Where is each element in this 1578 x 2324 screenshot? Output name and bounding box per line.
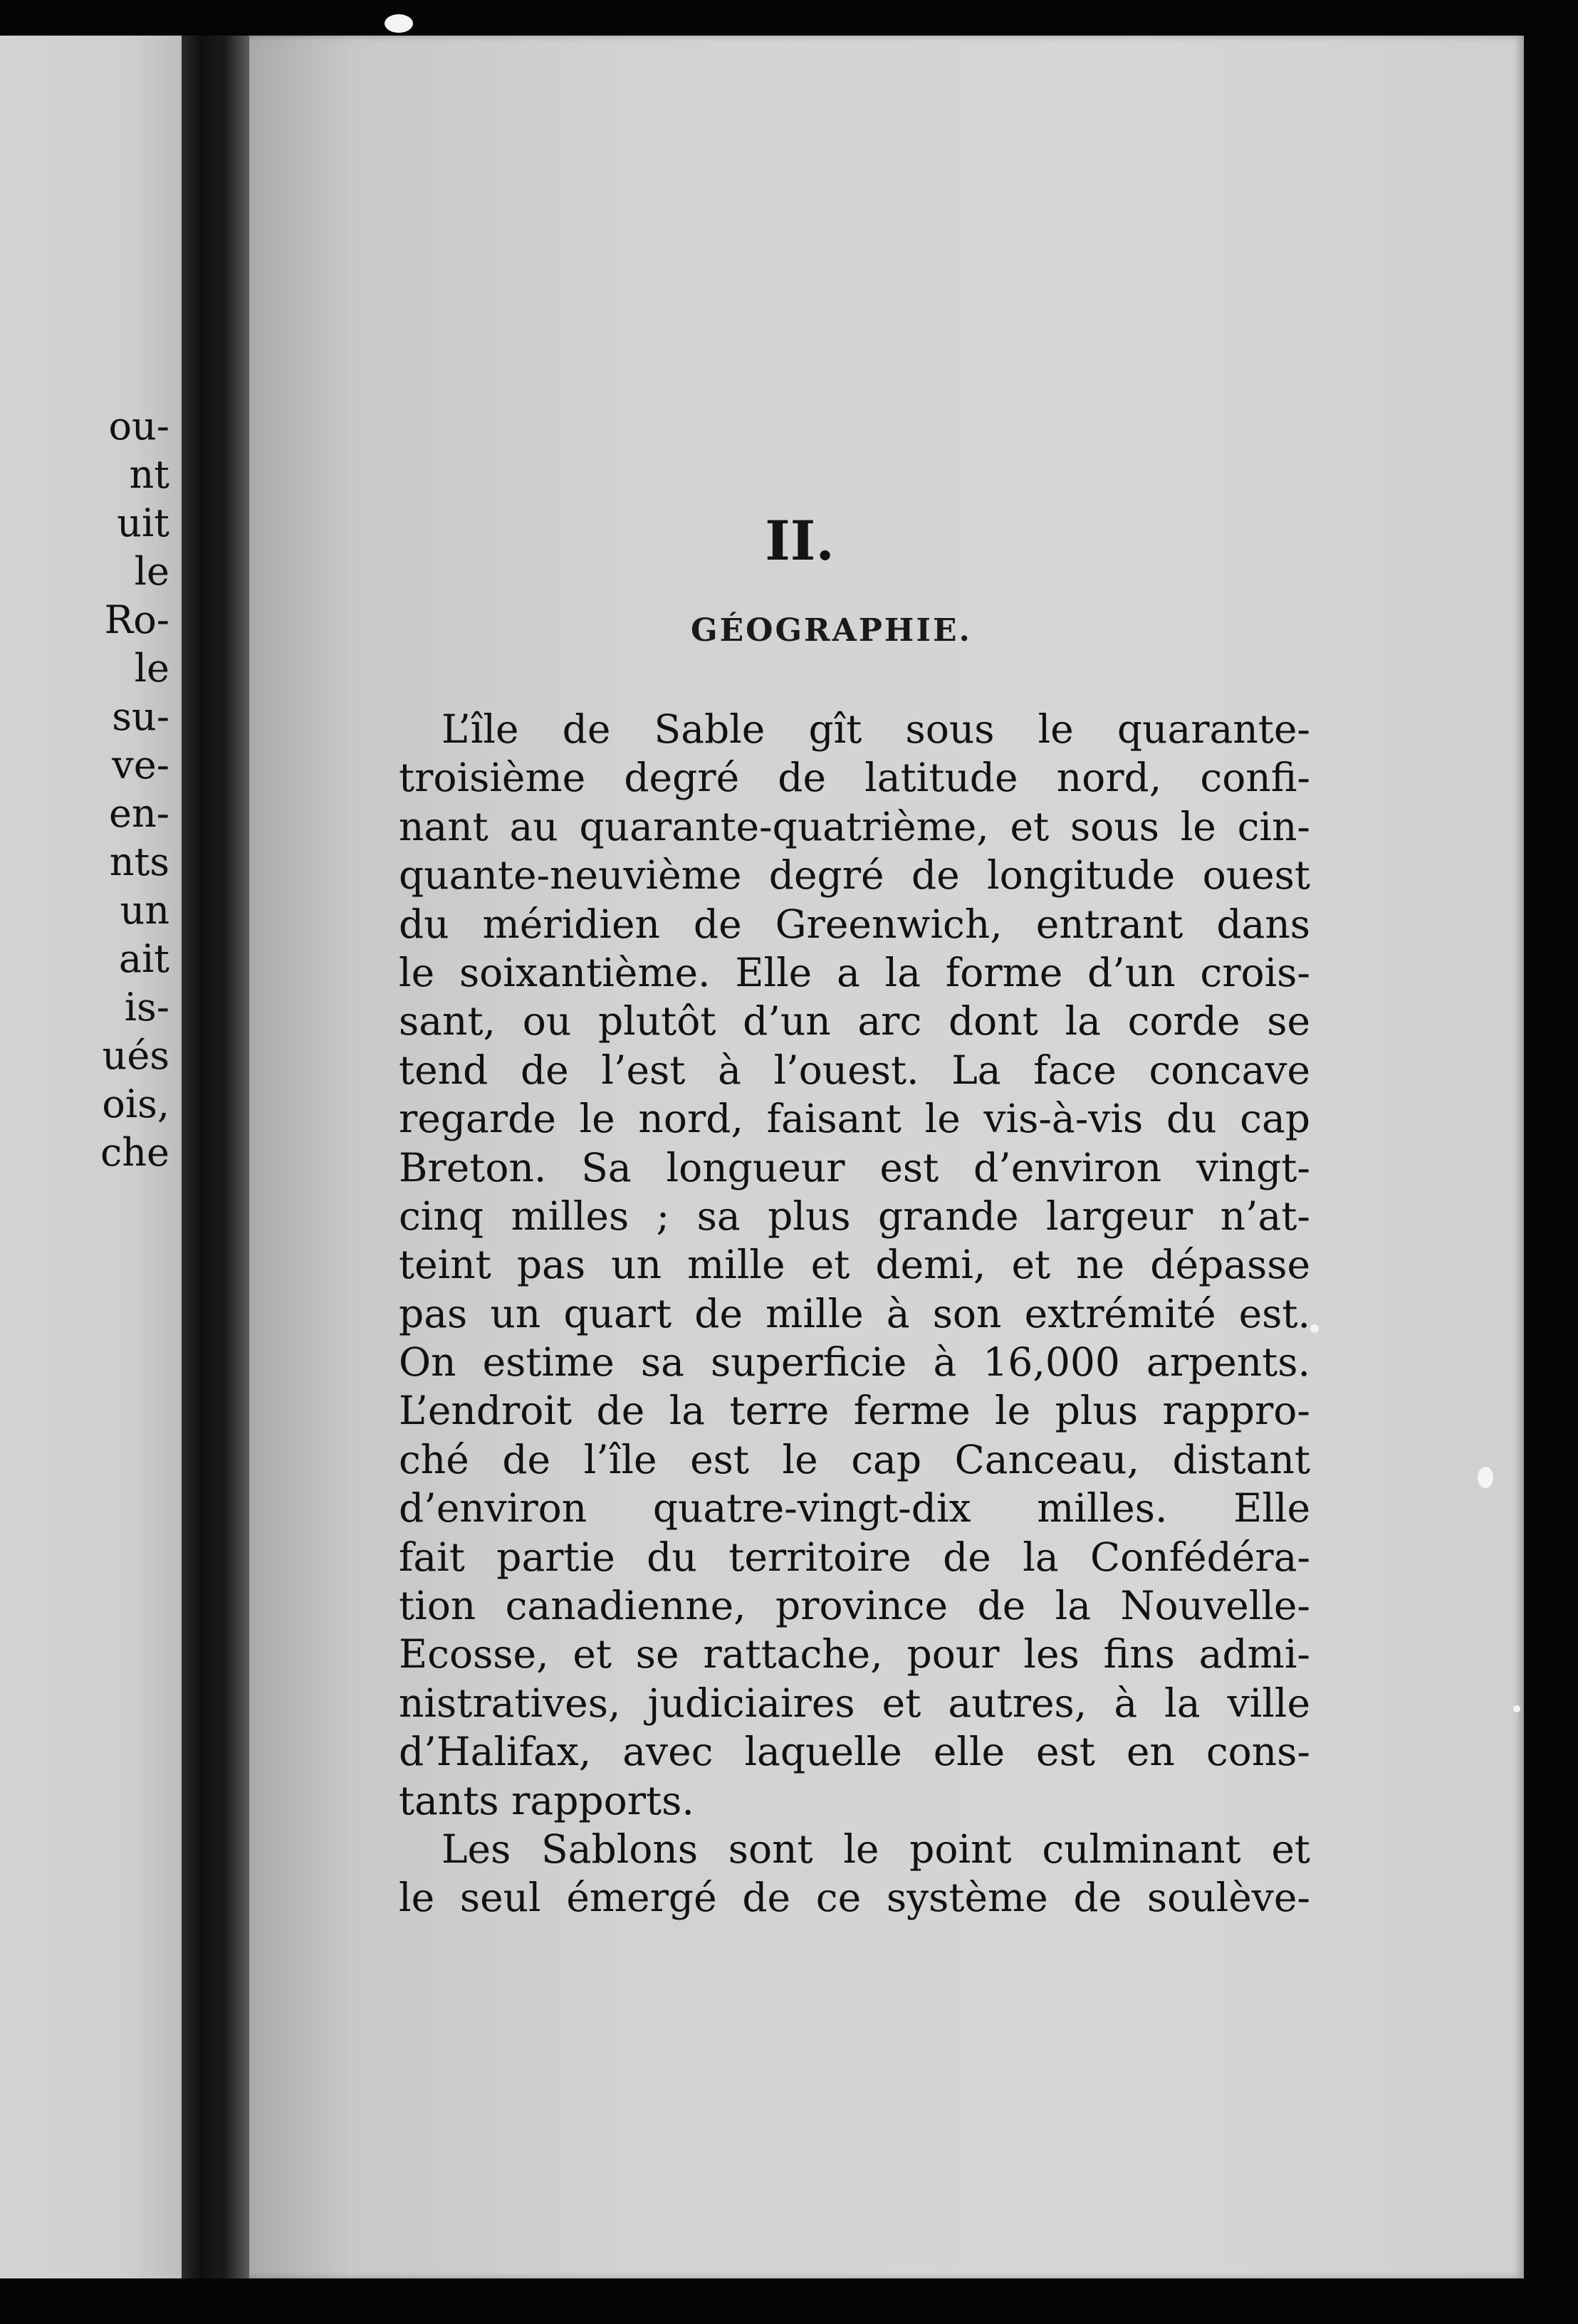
text-line: nistratives, judiciaires et autres, à la ville xyxy=(399,1680,1310,1726)
text-line: cinq milles ; sa plus grande largeur n’at- xyxy=(399,1193,1310,1239)
left-fragment: su- xyxy=(112,694,169,739)
text-line: pas un quart de mille à son extrémité est. xyxy=(399,1290,1310,1336)
left-fragment: le xyxy=(134,646,169,691)
text-line: Les Sablons sont le point culminant et xyxy=(441,1826,1310,1872)
left-fragment: un xyxy=(120,888,169,933)
chapter-number: II. xyxy=(765,509,835,572)
text-line: tion canadienne, province de la Nouvelle- xyxy=(399,1583,1310,1629)
text-line: troisième degré de latitude nord, confi- xyxy=(399,755,1310,801)
left-fragment: ait xyxy=(118,936,169,981)
left-fragment: ués xyxy=(102,1033,169,1078)
text-line: regarde le nord, faisant le vis-à-vis du cap xyxy=(399,1096,1310,1142)
book-spine-gutter xyxy=(182,36,260,2278)
text-line: ché de l’île est le cap Canceau, distant xyxy=(399,1436,1310,1482)
text-line: le soixantième. Elle a la forme d’un crois- xyxy=(399,949,1310,995)
scan-speck xyxy=(385,14,413,33)
text-line: du méridien de Greenwich, entrant dans xyxy=(399,901,1310,947)
left-facing-page xyxy=(0,36,182,2278)
text-line: d’Halifax, avec laquelle elle est en cons- xyxy=(399,1729,1310,1775)
left-fragment: is- xyxy=(124,985,169,1030)
left-fragment: en- xyxy=(109,791,169,836)
left-fragment: le xyxy=(134,549,169,594)
text-line: Breton. Sa longueur est d’environ vingt- xyxy=(399,1144,1310,1190)
text-line: d’environ quatre-vingt-dix milles. Elle xyxy=(399,1485,1310,1532)
text-line: On estime sa superficie à 16,000 arpents. xyxy=(399,1339,1310,1386)
scan-speck xyxy=(1310,1324,1319,1333)
text-line: L’endroit de la terre ferme le plus rappro- xyxy=(399,1388,1310,1434)
left-fragment: nt xyxy=(129,452,169,497)
left-fragment: che xyxy=(100,1130,169,1175)
scan-speck xyxy=(1513,1705,1520,1712)
text-line: L’île de Sable gît sous le quarante- xyxy=(441,706,1310,752)
text-line: Ecosse, et se rattache, pour les fins admi- xyxy=(399,1631,1310,1677)
left-fragment: nts xyxy=(109,839,169,884)
chapter-title: GÉOGRAPHIE. xyxy=(691,612,972,649)
text-line: tend de l’est à l’ouest. La face concave xyxy=(399,1047,1310,1093)
text-line: nant au quarante-quatrième, et sous le cin- xyxy=(399,803,1310,849)
left-fragment: Ro- xyxy=(104,597,169,642)
left-fragment: ve- xyxy=(112,743,169,787)
left-fragment: uit xyxy=(117,501,169,545)
text-line: sant, ou plutôt d’un arc dont la corde se xyxy=(399,998,1310,1045)
left-fragment: ou- xyxy=(108,404,169,449)
text-line: le seul émergé de ce système de soulève- xyxy=(399,1875,1310,1921)
text-line: fait partie du territoire de la Confédéra- xyxy=(399,1534,1310,1580)
text-line: teint pas un mille et demi, et ne dépasse xyxy=(399,1242,1310,1288)
scan-speck xyxy=(1478,1467,1493,1488)
text-line: quante-neuvième degré de longitude ouest xyxy=(399,852,1310,899)
left-fragment: ois, xyxy=(102,1082,169,1126)
text-line: tants rapports. xyxy=(399,1777,694,1823)
body-text xyxy=(399,705,1310,1922)
